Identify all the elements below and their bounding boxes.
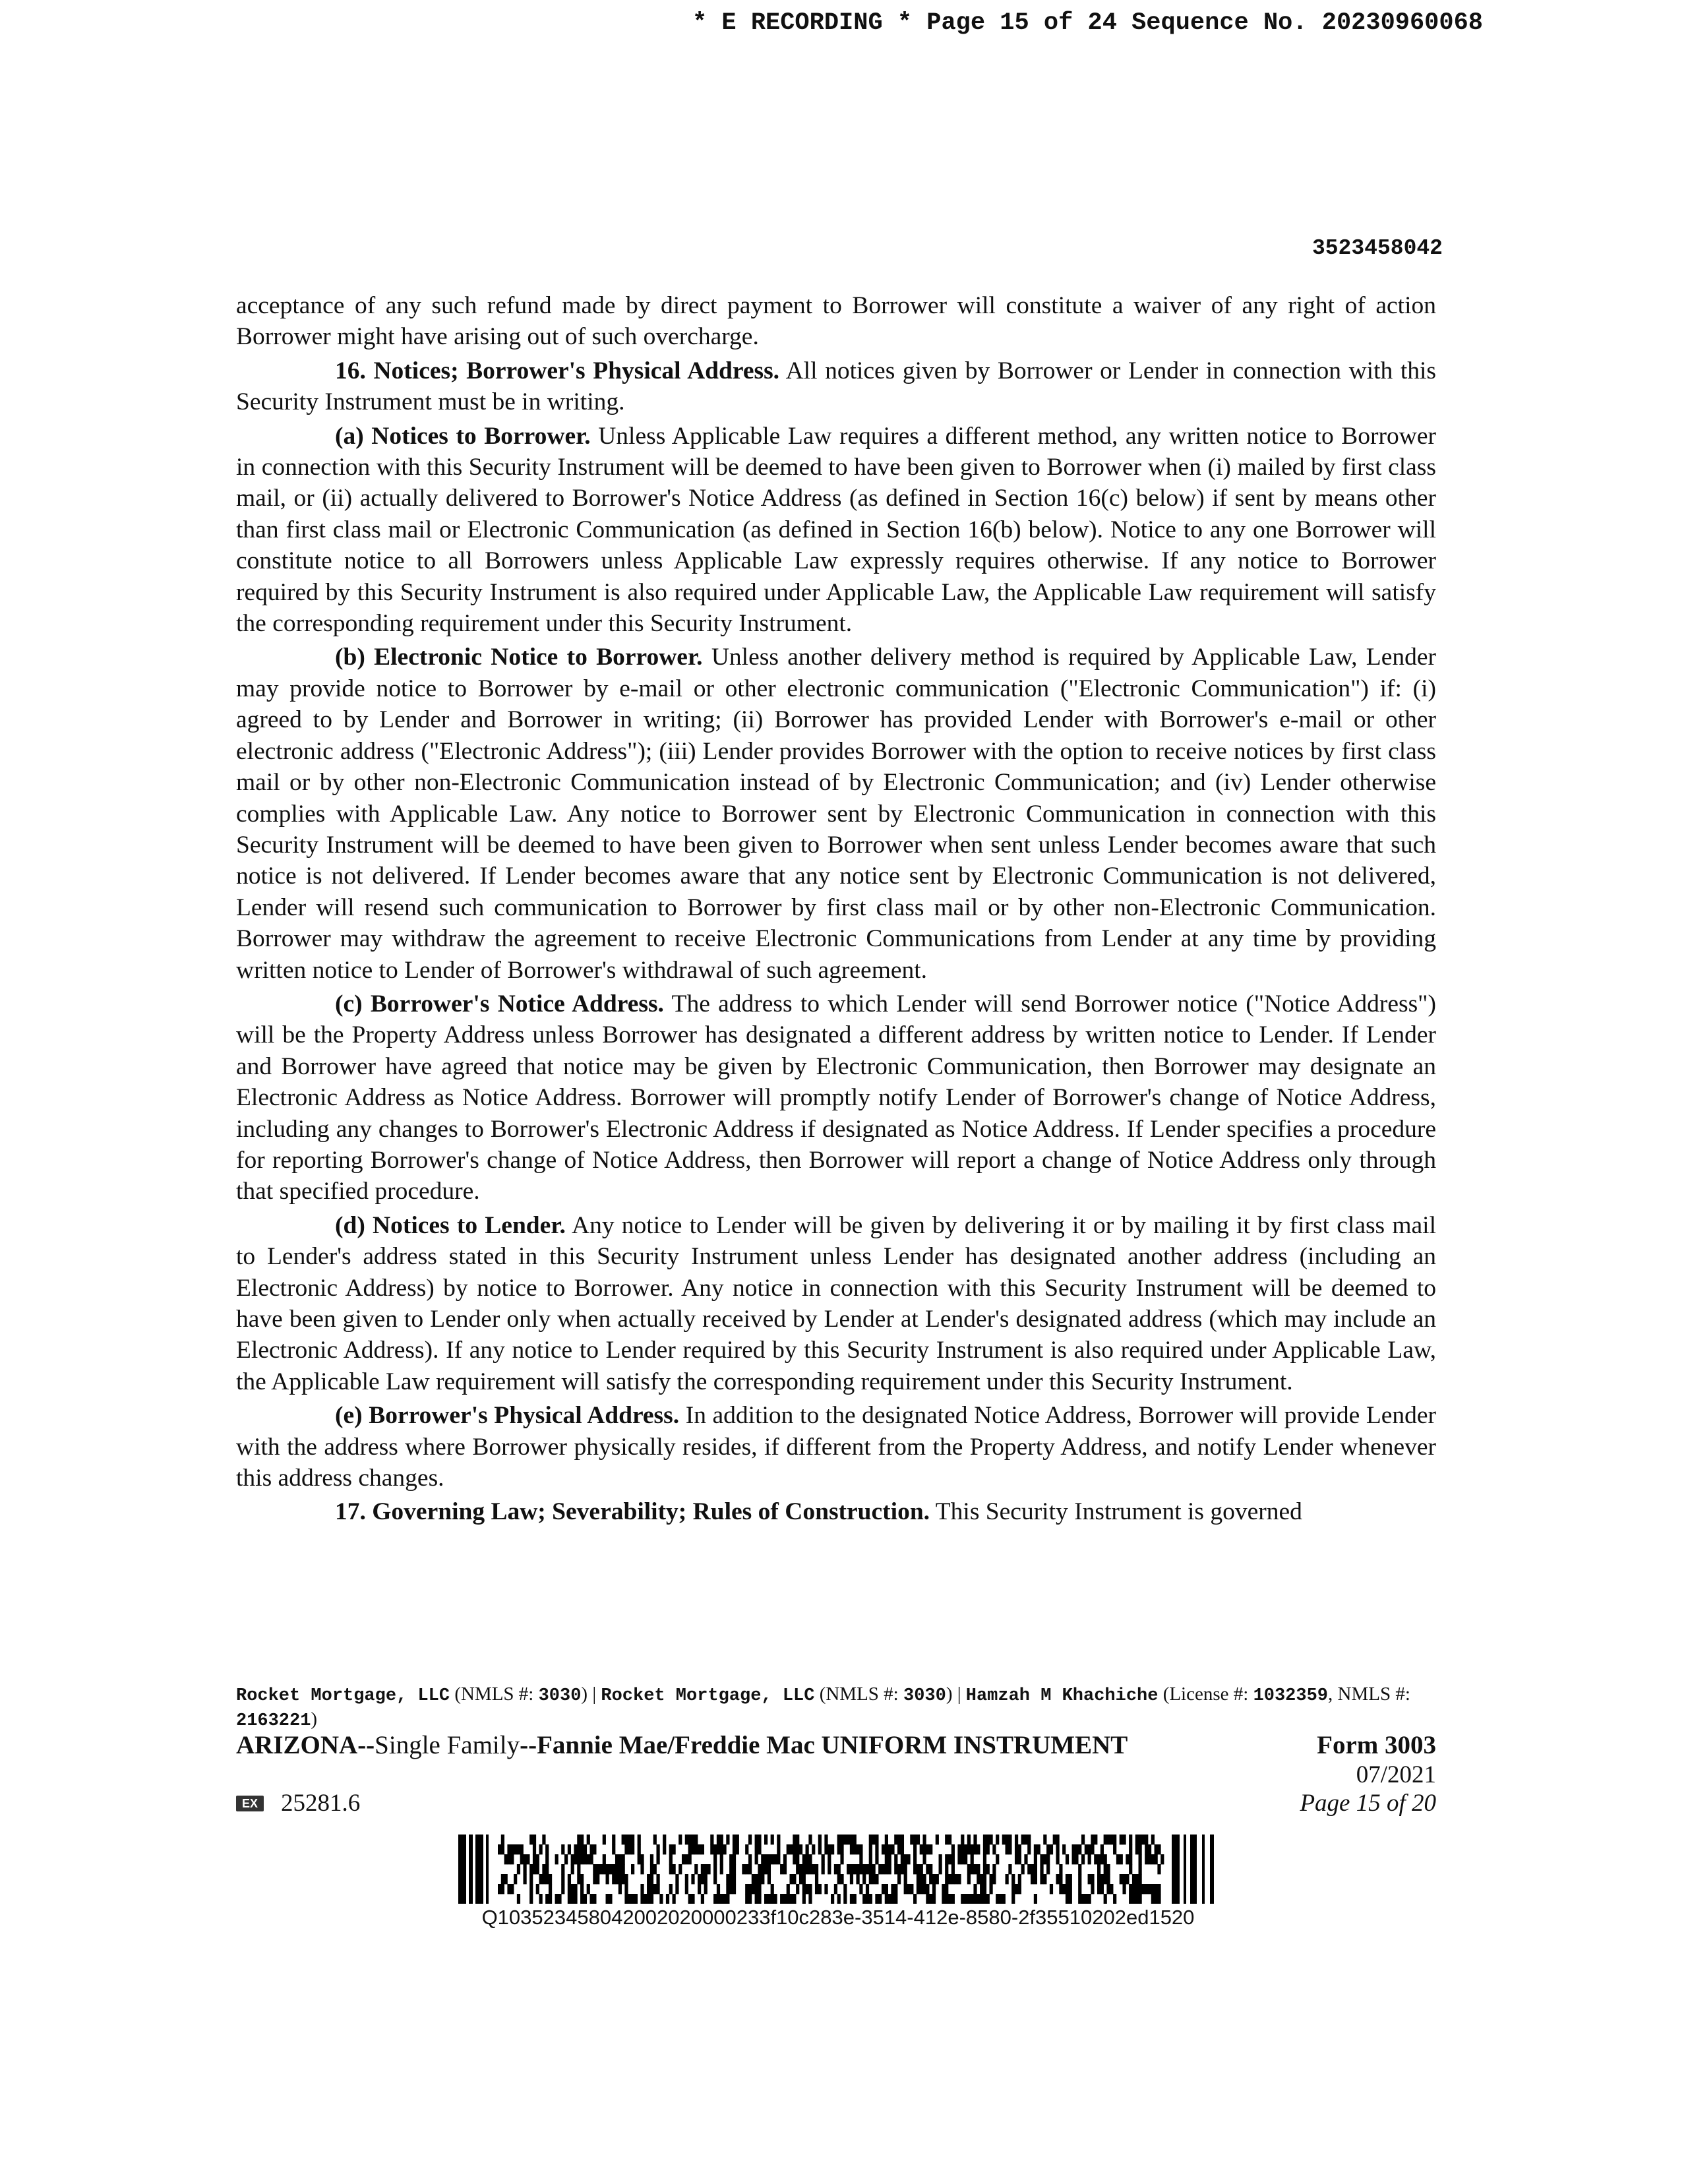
ex-logo-icon: EX [236, 1796, 264, 1811]
barcode-image [458, 1835, 1217, 1904]
nmls-label: (NMLS #: [450, 1684, 539, 1705]
form-state: ARIZONA [236, 1731, 358, 1759]
nmls-label-2: (NMLS #: [814, 1684, 903, 1705]
section-16b-heading: (b) Electronic Notice to Borrower. [335, 644, 703, 671]
form-family: Single Family [375, 1731, 520, 1759]
form-instrument: Fannie Mae/Freddie Mac UNIFORM INSTRUMENT [537, 1731, 1128, 1759]
section-16 [236, 355, 1436, 418]
license-number: 1032359 [1253, 1686, 1328, 1706]
close-paren: ) [311, 1709, 318, 1730]
loan-originator: Hamzah M Khachiche [965, 1686, 1159, 1706]
page-count: Page 15 of 20 [1300, 1790, 1436, 1817]
section-16b [236, 642, 1436, 985]
separator-2: ) | [946, 1684, 966, 1705]
form-date: 07/2021 [1356, 1761, 1436, 1788]
section-16e [236, 1400, 1436, 1494]
section-16e-heading: (e) Borrower's Physical Address. [335, 1402, 680, 1430]
form-title [236, 1730, 1128, 1760]
form-number: Form 3003 [1317, 1731, 1436, 1759]
barcode-text: Q103523458042002020000233f10c283e-3514-412e-8580-2f35510202ed1520 [481, 1906, 1195, 1929]
paragraph-continuation: acceptance of any such refund made by direct payment to Borrower will constitute a waiver of any right of action Borrower might have arising out of such overcharge. [236, 292, 1436, 351]
section-16a-heading: (a) Notices to Borrower. [335, 422, 591, 450]
section-17 [236, 1496, 1436, 1527]
section-16c-text: The address to which Lender will send Borrower notice ("Notice Address") will be the Property Address unless Borrower has designated a different address by written notice to Lender. If Lender and Borrower have agreed that notice may be given by Electronic Communication, then Borrower may designate an Electronic Address as Notice Address. Borrower will promptly notify Lender of Borrower's change of Notice Address, including any changes to Borrower's Electronic Address if designated as Notice Address. If Lender specifies a procedure for reporting Borrower's change of Notice Address, then Borrower will report a change of Notice Address only through that specified procedure. [236, 990, 1436, 1205]
lender-name: Rocket Mortgage, LLC [236, 1686, 450, 1706]
section-16c-heading: (c) Borrower's Notice Address. [335, 990, 664, 1017]
loan-number: 3523458042 [1311, 236, 1443, 260]
section-16-text: All notices given by Borrower or Lender in connection with this Security Instrument must be in writing. [236, 357, 1436, 416]
section-17-heading: 17. Governing Law; Severability; Rules of Construction. [335, 1498, 930, 1526]
separator: ) | [581, 1684, 601, 1705]
doc-code-row [236, 1789, 360, 1817]
nmls-number: 3030 [538, 1686, 582, 1706]
section-16e-text: In addition to the designated Notice Address, Borrower will provide Lender with the address where Borrower physically resides, if different from the Property Address, and notify Lender whenever this address changes. [236, 1402, 1437, 1492]
footer-companies [236, 1683, 1436, 1733]
section-16c [236, 988, 1436, 1207]
lender-name-2: Rocket Mortgage, LLC [601, 1686, 815, 1706]
section-16a [236, 421, 1436, 640]
dash-2: -- [520, 1731, 537, 1759]
section-16d-text: Any notice to Lender will be given by delivering it or by mailing it by first class mail to Lender's address stated in this Security Instrument unless Lender has designated another address (including an Electronic Address) by notice to Borrower. Any notice in connection with this Security Instrument will be deemed to have been given to Lender only when actually received by Lender at Lender's designated address (which may include an Electronic Address). If any notice to Lender required by this Security Instrument is also required under Applicable Law, the Applicable Law requirement will satisfy the corresponding requirement under this Security Instrument. [236, 1211, 1437, 1395]
nmls-label-3: , NMLS #: [1328, 1684, 1410, 1705]
section-16-heading: 16. Notices; Borrower's Physical Address. [335, 357, 780, 384]
license-label: (License #: [1158, 1684, 1253, 1705]
document-body [236, 290, 1436, 1531]
section-16d-heading: (d) Notices to Lender. [335, 1211, 566, 1239]
nmls-number-2: 3030 [903, 1686, 946, 1706]
nmls-number-3: 2163221 [236, 1711, 311, 1731]
dash: -- [357, 1731, 375, 1759]
section-16b-text: Unless another delivery method is required by Applicable Law, Lender may provide notice to Borrower by e-mail or other electronic communication ("Electronic Communication") if: (i) agreed to by Lender and Borrower in writing; (ii) Borrower has provided Lender with Borrower's e-mail or other electronic address ("Electronic Address"); (iii) Lender provides Borrower with the option to receive notices by first class mail or by other non-Electronic Communication instead of by Electronic Communication; and (iv) Lender otherwise complies with Applicable Law. Any notice to Borrower sent by Electronic Communication in connection with this Security Instrument will be deemed to have been given to Borrower when sent unless Lender becomes aware that such notice is not delivered. If Lender becomes aware that any notice sent by Electronic Communication is not delivered, Lender will resend such communication to Borrower by first class mail or by other non-Electronic Communication. Borrower may withdraw the agreement to receive Electronic Communications from Lender at any time by providing written notice to Lender of Borrower's withdrawal of such agreement. [236, 644, 1436, 984]
doc-code: 25281.6 [281, 1790, 361, 1817]
section-17-text: This Security Instrument is governed [930, 1498, 1302, 1526]
recording-header: * E RECORDING * Page 15 of 24 Sequence No. 20230960068 [692, 9, 1483, 37]
section-16d [236, 1210, 1436, 1397]
section-16a-text: Unless Applicable Law requires a different method, any written notice to Borrower in connection with this Security Instrument will be deemed to have been given to Borrower when (i) mailed by first class mail, or (ii) actually delivered to Borrower's Notice Address (as defined in Section 16(c) below) if sent by means other than first class mail or Electronic Communication (as defined in Section 16(b) below). Notice to any one Borrower will constitute notice to all Borrowers unless Applicable Law expressly requires otherwise. If any notice to Borrower required by this Security Instrument is also required under Applicable Law, the Applicable Law requirement will satisfy the corresponding requirement under this Security Instrument. [236, 422, 1436, 638]
